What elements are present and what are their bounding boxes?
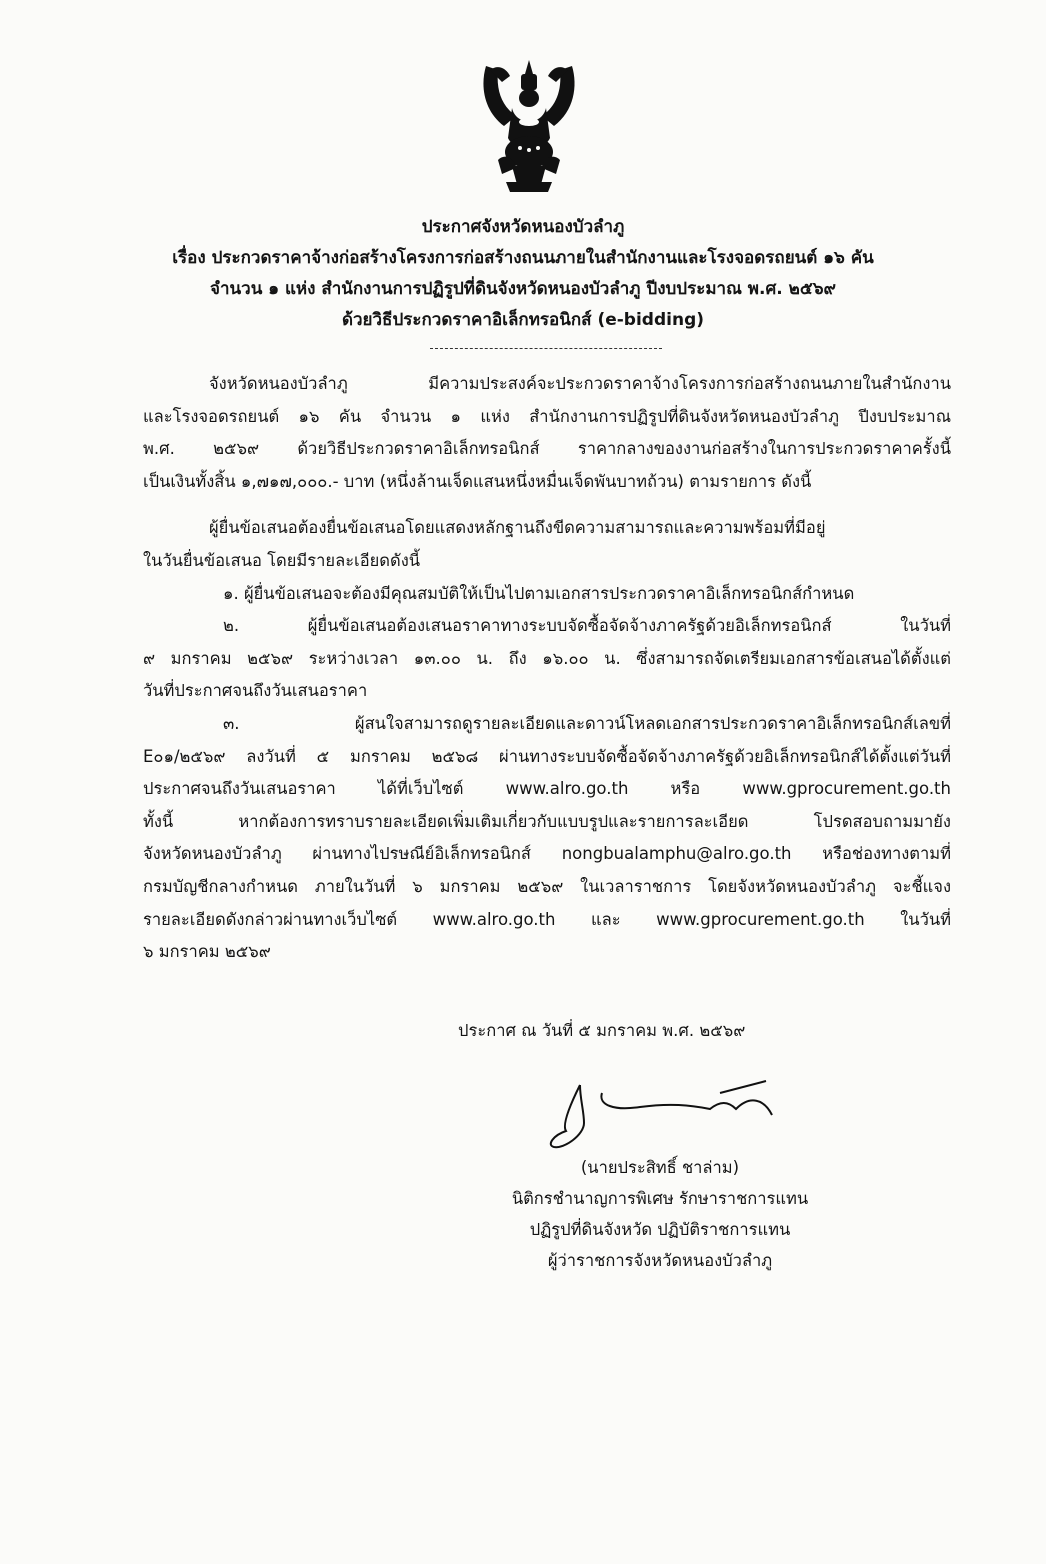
signature-mark xyxy=(540,1075,810,1155)
item3-line: ๓. ผู้สนใจสามารถดูรายละเอียดและดาวน์โหลดเอกสารประกวดราคาอิเล็กทรอนิกส์เลขที่ xyxy=(223,713,951,733)
paragraph1-line: และโรงจอดรถยนต์ ๑๖ คัน จำนวน ๑ แห่ง สำนักงานการปฏิรูปที่ดินจังหวัดหนองบัวลำภู ปีงบประมาณ xyxy=(143,406,951,426)
document-title xyxy=(120,212,926,336)
item1-line: ๑. ผู้ยื่นข้อเสนอจะต้องมีคุณสมบัติให้เป็นไปตามเอกสารประกวดราคาอิเล็กทรอนิกส์กำหนด xyxy=(223,583,855,603)
item3-line: ๖ มกราคม ๒๕๖๙ xyxy=(143,942,271,962)
signer-position: นิติกรชำนาญการพิเศษ รักษาราชการแทน xyxy=(511,1189,809,1208)
paragraph2-line: ในวันยื่นข้อเสนอ โดยมีรายละเอียดดังนี้ xyxy=(143,550,421,570)
title-separator xyxy=(430,348,662,349)
item3-line: ประกาศจนถึงวันเสนอราคา ได้ที่เว็บไซต์ www.alro.go.th หรือ www.gprocurement.go.th xyxy=(143,779,951,799)
announcement-date: ประกาศ ณ วันที่ ๕ มกราคม พ.ศ. ๒๕๖๙ xyxy=(458,1021,746,1040)
signer-position: ผู้ว่าราชการจังหวัดหนองบัวลำภู xyxy=(547,1251,773,1270)
title-method: ด้วยวิธีประกวดราคาอิเล็กทรอนิกส์ (e-bidding) xyxy=(341,310,705,330)
garuda-emblem-icon xyxy=(476,56,582,196)
title-province: ประกาศจังหวัดหนองบัวลำภู xyxy=(421,217,625,237)
announcement-body xyxy=(143,368,951,969)
signer-position: ปฏิรูปที่ดินจังหวัด ปฏิบัติราชการแทน xyxy=(529,1220,791,1239)
item2-line: ๒. ผู้ยื่นข้อเสนอต้องเสนอราคาทางระบบจัดซื้อจัดจ้างภาครัฐด้วยอิเล็กทรอนิกส์ ในวันที่ xyxy=(223,616,951,636)
title-subject: เรื่อง ประกวดราคาจ้างก่อสร้างโครงการก่อสร้างถนนภายในสำนักงานและโรงจอดรถยนต์ ๑๖ คัน xyxy=(172,248,874,268)
title-location: จำนวน ๑ แห่ง สำนักงานการปฏิรูปที่ดินจังหวัดหนองบัวลำภู ปีงบประมาณ พ.ศ. ๒๕๖๙ xyxy=(210,279,836,299)
paragraph1-line: เป็นเงินทั้งสิ้น ๑,๗๑๗,๐๐๐.- บาท (หนึ่งล้านเจ็ดแสนหนึ่งหมื่นเจ็ดพันบาทถ้วน) ตามรายการ ดังนี้ xyxy=(143,471,812,491)
item3-line: ทั้งนี้ หากต้องการทราบรายละเอียดเพิ่มเติมเกี่ยวกับแบบรูปและรายการละเอียด โปรดสอบถามมายัง xyxy=(143,811,951,831)
paragraph1-line: พ.ศ. ๒๕๖๙ ด้วยวิธีประกวดราคาอิเล็กทรอนิกส์ ราคากลางของงานก่อสร้างในการประกวดราคาครั้งนี้ xyxy=(143,439,951,459)
item3-line: รายละเอียดดังกล่าวผ่านทางเว็บไซต์ www.alro.go.th และ www.gprocurement.go.th ในวันที่ xyxy=(143,909,951,929)
item2-line: วันที่ประกาศจนถึงวันเสนอราคา xyxy=(143,681,368,701)
item2-line: ๙ มกราคม ๒๕๖๙ ระหว่างเวลา ๑๓.๐๐ น. ถึง ๑๖.๐๐ น. ซึ่งสามารถจัดเตรียมเอกสารข้อเสนอได้ตั้งแต่ xyxy=(143,648,951,668)
signer-name: (นายประสิทธิ์ ชาล่าม) xyxy=(580,1158,740,1177)
paragraph2-line: ผู้ยื่นข้อเสนอต้องยื่นข้อเสนอโดยแสดงหลักฐานถึงขีดความสามารถและความพร้อมที่มีอยู่ xyxy=(209,518,826,538)
item3-line: E๐๑/๒๕๖๙ ลงวันที่ ๕ มกราคม ๒๕๖๘ ผ่านทางระบบจัดซื้อจัดจ้างภาครัฐด้วยอิเล็กทรอนิกส์ได้ตั้งแต่วันที่ xyxy=(143,746,951,766)
signer-block xyxy=(460,1152,860,1276)
paragraph1-line: จังหวัดหนองบัวลำภู มีความประสงค์จะประกวดราคาจ้างโครงการก่อสร้างถนนภายในสำนักงาน xyxy=(209,374,951,393)
item3-line: กรมบัญชีกลางกำหนด ภายในวันที่ ๖ มกราคม ๒๕๖๙ ในเวลาราชการ โดยจังหวัดหนองบัวลำภู จะชี้แจง xyxy=(143,876,951,896)
item3-line: จังหวัดหนองบัวลำภู ผ่านทางไปรษณีย์อิเล็กทรอนิกส์ nongbualamphu@alro.go.th หรือช่องทางตามที่ xyxy=(143,844,951,864)
